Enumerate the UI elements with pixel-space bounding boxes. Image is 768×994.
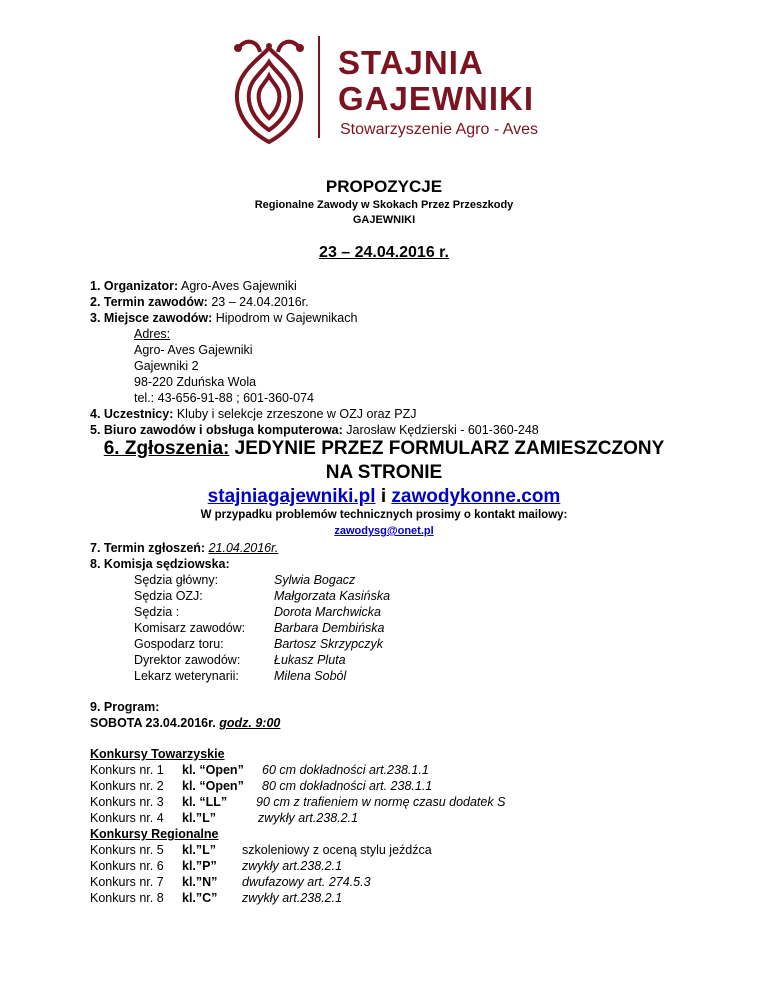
program-day-label: SOBOTA 23.04.2016r. — [90, 716, 216, 730]
problems-text: W przypadku problemów technicznych prosimy o kontakt mailowy: — [200, 509, 568, 521]
organizer-value: Agro-Aves Gajewniki — [178, 279, 297, 293]
section-date — [90, 294, 309, 310]
contest-class: kl. “Open” — [182, 779, 244, 793]
address-label: Adres: — [134, 327, 171, 341]
office-label: 5. Biuro zawodów i obsługa komputerowa: — [90, 423, 343, 437]
program-day — [90, 715, 280, 731]
group1-title: Konkursy Towarzyskie — [90, 747, 225, 761]
deadline-value: 21.04.2016r. — [208, 541, 279, 555]
contest-nr: Konkurs nr. 8 — [90, 891, 164, 905]
contest-nr: Konkurs nr. 1 — [90, 763, 164, 777]
deadline-label: 7. Termin zgłoszeń: — [90, 541, 206, 555]
address-line3: 98-220 Zduńska Wola — [134, 375, 257, 389]
judge-name: Milena Soból — [274, 669, 347, 683]
contest-desc: 80 cm dokładności art. 238.1.1 — [262, 779, 433, 793]
contest-desc: zwykły art.238.2.1 — [242, 859, 343, 873]
logo-divider — [318, 36, 320, 138]
logo-title-line2: GAJEWNIKI — [338, 80, 535, 117]
program-day-time: godz. 9:00 — [219, 716, 281, 730]
judge-role: Gospodarz toru: — [134, 637, 224, 651]
program-label: 9. Program: — [90, 700, 160, 714]
section-participants — [90, 406, 417, 422]
venue-value: Hipodrom w Gajewnikach — [212, 311, 358, 325]
contest-nr: Konkurs nr. 2 — [90, 779, 164, 793]
judge-name: Sylwia Bogacz — [274, 573, 356, 587]
organizer-label: 1. Organizator: — [90, 279, 179, 293]
address-line1: Agro- Aves Gajewniki — [134, 343, 253, 357]
logo-subtitle: Stowarzyszenie Agro - Aves — [340, 121, 539, 138]
subtitle-line2: GAJEWNIKI — [352, 214, 416, 226]
link-zawodykonne[interactable]: zawodykonne.com — [391, 486, 561, 507]
judge-name: Dorota Marchwicka — [274, 605, 381, 619]
date-value: 23 – 24.04.2016r. — [207, 295, 309, 309]
section-organizer — [90, 278, 297, 294]
link-stajniagajewniki[interactable]: stajniagajewniki.pl — [207, 486, 376, 507]
office-value: Jarosław Kędzierski - 601-360-248 — [342, 423, 539, 437]
judge-name: Bartosz Skrzypczyk — [274, 637, 384, 651]
section-venue — [90, 310, 357, 326]
contest-nr: Konkurs nr. 3 — [90, 795, 164, 809]
stajnia-logo-emblem — [226, 34, 312, 146]
contest-class: kl.”N” — [182, 875, 218, 889]
subtitle-line1: Regionalne Zawody w Skokach Przez Przeszkody — [254, 199, 514, 211]
section-registration — [0, 437, 768, 461]
contest-class: kl.”C” — [182, 891, 218, 905]
links-and: i — [375, 486, 392, 507]
judge-role: Lekarz weterynarii: — [134, 669, 239, 683]
venue-label: 3. Miejsce zawodów: — [90, 311, 213, 325]
judge-role: Sędzia : — [134, 605, 180, 619]
contest-desc: zwykły art.238.2.1 — [242, 891, 343, 905]
judge-role: Dyrektor zawodów: — [134, 653, 241, 667]
contest-class: kl.”L” — [182, 843, 217, 857]
address-line2: Gajewniki 2 — [134, 359, 199, 373]
participants-label: 4. Uczestnicy: — [90, 407, 174, 421]
section-judges: 8. Komisja sędziowska: — [90, 557, 230, 571]
section-deadline — [90, 540, 278, 556]
judge-name: Łukasz Pluta — [274, 653, 346, 667]
judge-name: Barbara Dembińska — [274, 621, 385, 635]
registration-value: JEDYNIE PRZEZ FORMULARZ ZAMIESZCZONY — [229, 438, 665, 459]
judge-role: Sędzia OZJ: — [134, 589, 203, 603]
page-title: PROPOZYCJE — [325, 177, 443, 196]
registration-line2: NA STRONIE — [325, 462, 443, 483]
contest-nr: Konkurs nr. 7 — [90, 875, 164, 889]
contest-nr: Konkurs nr. 5 — [90, 843, 164, 857]
contest-desc: zwykły art.238.2.1 — [258, 811, 359, 825]
date-label: 2. Termin zawodów: — [90, 295, 208, 309]
logo-title-line1: STAJNIA — [338, 44, 484, 81]
contest-class: kl. “LL” — [182, 795, 228, 809]
participants-value: Kluby i selekcje zrzeszone w OZJ oraz PZJ — [173, 407, 417, 421]
judge-role: Komisarz zawodów: — [134, 621, 246, 635]
contest-desc: 60 cm dokładności art.238.1.1 — [262, 763, 429, 777]
group2-title: Konkursy Regionalne — [90, 827, 219, 841]
registration-links — [0, 485, 768, 509]
contest-class: kl.”L” — [182, 811, 217, 825]
judge-role: Sędzia główny: — [134, 573, 219, 587]
section-office — [90, 422, 539, 438]
contest-class: kl.”P” — [182, 859, 217, 873]
contest-desc: szkoleniowy z oceną stylu jeźdźca — [242, 843, 432, 857]
contest-nr: Konkurs nr. 4 — [90, 811, 164, 825]
email-link[interactable]: zawodysg@onet.pl — [334, 525, 434, 537]
address-phone: tel.: 43-656-91-88 ; 601-360-074 — [134, 391, 314, 405]
registration-label: 6. Zgłoszenia: — [103, 438, 230, 459]
contest-class: kl. “Open” — [182, 763, 244, 777]
judge-name: Małgorzata Kasińska — [274, 589, 391, 603]
email-row — [0, 524, 768, 538]
contest-desc: dwufazowy art. 274.5.3 — [242, 875, 371, 889]
event-dates: 23 – 24.04.2016 r. — [319, 244, 449, 261]
contest-desc: 90 cm z trafieniem w normę czasu dodatek S — [256, 795, 506, 809]
contest-nr: Konkurs nr. 6 — [90, 859, 164, 873]
